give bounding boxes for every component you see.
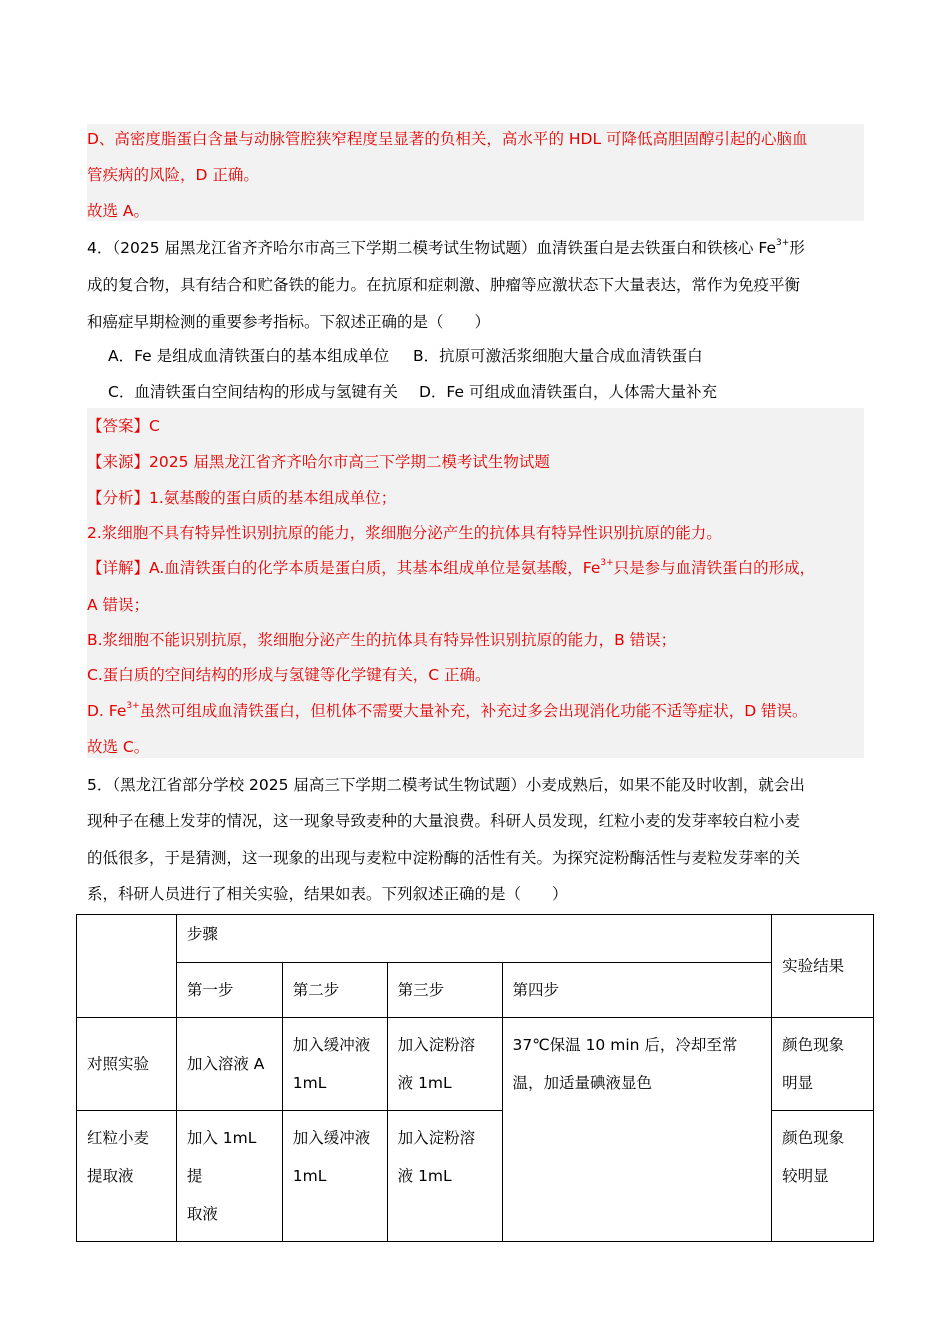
cell-line: 液 1mL bbox=[397, 1074, 452, 1092]
q5-stem-line4: 系，科研人员进行了相关实验，结果如表。下列叙述正确的是（ ） bbox=[87, 885, 568, 903]
prev-conclusion: 故选 A。 bbox=[87, 202, 150, 220]
q4-detail-5-text-end: 虽然可组成血清铁蛋白，但机体不需要大量补充，补充过多会出现消化功能不适等症状，D 错误。 bbox=[139, 702, 808, 720]
row1-step3 bbox=[387, 1018, 502, 1111]
cell-line: 加入淀粉溶 bbox=[397, 1129, 476, 1147]
table-corner-cell bbox=[77, 915, 177, 1018]
cell-line: 红粒小麦 bbox=[87, 1129, 150, 1147]
q4-detail-5 bbox=[87, 701, 808, 721]
step4-header: 第四步 bbox=[502, 963, 772, 1018]
q4-option-c: C．血清铁蛋白空间结构的形成与氢键有关 bbox=[108, 383, 398, 401]
q4-stem-line2: 成的复合物，具有结合和贮备铁的能力。在抗原和症刺激、肿瘤等应激状态下大量表达，常作为免疫平衡 bbox=[87, 276, 801, 294]
step2-header: 第二步 bbox=[282, 963, 387, 1018]
q4-source: 【来源】2025 届黑龙江省齐齐哈尔市高三下学期二模考试生物试题 bbox=[87, 453, 550, 471]
superscript: 3+ bbox=[126, 701, 140, 711]
result-header: 实验结果 bbox=[772, 915, 874, 1018]
q4-detail-1 bbox=[87, 558, 815, 578]
superscript: 3+ bbox=[600, 558, 614, 568]
row1-step1: 加入溶液 A bbox=[176, 1018, 282, 1111]
cell-line: 液 1mL bbox=[397, 1167, 452, 1185]
q4-detail-3: B.浆细胞不能识别抗原，浆细胞分泌产生的抗体具有特异性识别抗原的能力，B 错误； bbox=[87, 631, 677, 649]
steps-header: 步骤 bbox=[176, 915, 771, 963]
q4-detail-5-text: D. Fe bbox=[87, 702, 127, 720]
q5-stem-line2: 现种子在穗上发芽的情况，这一现象导致麦种的大量浪费。科研人员发现，红粒小麦的发芽率较白粒小麦 bbox=[87, 812, 801, 830]
prev-option-d-line1: D、高密度脂蛋白含量与动脉管腔狭窄程度呈显著的负相关，高水平的 HDL 可降低高胆固醇引起的心脑血 bbox=[87, 130, 808, 148]
row1-result bbox=[772, 1018, 874, 1111]
q4-detail-1-text-end: 只是参与血清铁蛋白的形成， bbox=[613, 559, 816, 577]
q4-conclusion: 故选 C。 bbox=[87, 738, 150, 756]
q4-stem-text: 4．（2025 届黑龙江省齐齐哈尔市高三下学期二模考试生物试题）血清铁蛋白是去铁蛋白和铁核心 Fe bbox=[87, 239, 777, 257]
cell-line: 1mL bbox=[292, 1167, 327, 1185]
cell-line: 较明显 bbox=[782, 1167, 829, 1185]
row1-step2 bbox=[282, 1018, 387, 1111]
cell-line: 明显 bbox=[782, 1074, 814, 1092]
q4-detail-1-text: 【详解】A.血清铁蛋白的化学本质是蛋白质，其基本组成单位是氨基酸，Fe bbox=[87, 559, 601, 577]
row2-step1 bbox=[176, 1111, 282, 1242]
q4-stem-line1 bbox=[87, 238, 805, 258]
q4-stem-line3: 和癌症早期检测的重要参考指标。下叙述正确的是（ ） bbox=[87, 313, 491, 331]
experiment-table bbox=[76, 914, 874, 1242]
cell-line: 加入淀粉溶 bbox=[397, 1036, 476, 1054]
step3-header: 第三步 bbox=[387, 963, 502, 1018]
row2-step3 bbox=[387, 1111, 502, 1242]
q4-option-d: D．Fe 可组成血清铁蛋白，人体需大量补充 bbox=[419, 383, 717, 401]
q4-stem-text-end: 形 bbox=[789, 239, 805, 257]
q4-analysis-2: 2.浆细胞不具有特异性识别抗原的能力，浆细胞分泌产生的抗体具有特异性识别抗原的能力。 bbox=[87, 524, 722, 542]
prev-option-d-line2: 管疾病的风险，D 正确。 bbox=[87, 166, 259, 184]
row1-label: 对照实验 bbox=[77, 1018, 177, 1111]
step4-shared-cell bbox=[502, 1018, 772, 1242]
q5-stem-line1: 5．（黑龙江省部分学校 2025 届高三下学期二模考试生物试题）小麦成熟后，如果不能及时收割，就会出 bbox=[87, 776, 805, 794]
row2-label bbox=[77, 1111, 177, 1242]
q5-stem-line3: 的低很多，于是猜测，这一现象的出现与麦粒中淀粉酶的活性有关。为探究淀粉酶活性与麦粒发芽率的关 bbox=[87, 849, 801, 867]
q4-option-b: B．抗原可激活浆细胞大量合成血清铁蛋白 bbox=[413, 347, 703, 365]
row2-result bbox=[772, 1111, 874, 1242]
step1-header: 第一步 bbox=[176, 963, 282, 1018]
q4-analysis-1: 【分析】1.氨基酸的蛋白质的基本组成单位； bbox=[87, 489, 397, 507]
cell-line: 1mL bbox=[292, 1074, 327, 1092]
q4-option-a: A．Fe 是组成血清铁蛋白的基本组成单位 bbox=[108, 347, 390, 365]
cell-line: 颜色现象 bbox=[782, 1036, 845, 1054]
q4-detail-2: A 错误； bbox=[87, 596, 150, 614]
q4-answer: 【答案】C bbox=[87, 417, 160, 435]
cell-line: 提取液 bbox=[87, 1167, 134, 1185]
cell-line: 加入缓冲液 bbox=[292, 1036, 371, 1054]
cell-line: 加入 1mL 提 bbox=[186, 1129, 257, 1185]
cell-line: 37℃保温 10 min 后，冷却至常 bbox=[512, 1036, 738, 1054]
q4-detail-4: C.蛋白质的空间结构的形成与氢键等化学键有关，C 正确。 bbox=[87, 666, 491, 684]
cell-line: 颜色现象 bbox=[782, 1129, 845, 1147]
cell-line: 取液 bbox=[186, 1205, 218, 1223]
cell-line: 温，加适量碘液显色 bbox=[512, 1074, 653, 1092]
row2-step2 bbox=[282, 1111, 387, 1242]
cell-line: 加入缓冲液 bbox=[292, 1129, 371, 1147]
superscript: 3+ bbox=[776, 238, 790, 248]
